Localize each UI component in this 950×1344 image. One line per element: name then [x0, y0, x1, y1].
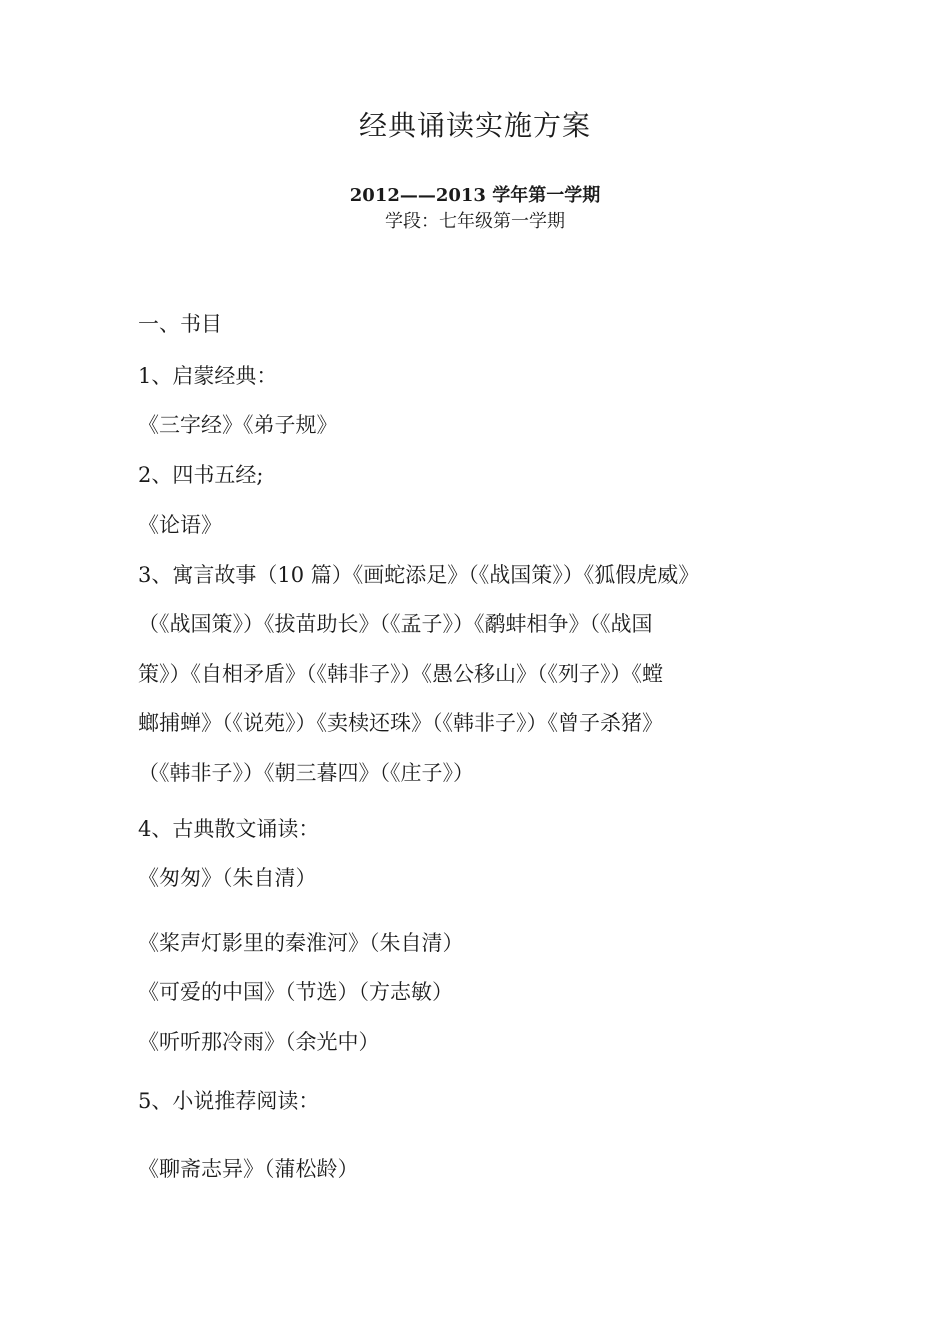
grade-stage: 学段：七年级第一学期 — [385, 211, 565, 232]
fable-list-line: （《战国策》）《拔苗助长》（《孟子》）《鹬蚌相争》（《战国 — [138, 612, 653, 636]
item-heading-novels: 5、小说推荐阅读： — [138, 1089, 320, 1113]
fable-list-line: 策》）《自相矛盾》（《韩非子》）《愚公移山》（《列子》）《螳 — [138, 662, 663, 686]
prose-list-item: 《可爱的中国》（节选）（方志敏） — [138, 980, 453, 1004]
academic-year: 2012——2013 学年第一学期 — [349, 185, 601, 206]
prose-list-item: 《匆匆》（朱自清） — [138, 866, 317, 890]
novel-list-item: 《聊斋志异》（蒲松龄） — [138, 1157, 359, 1181]
fable-list-line: 螂捕蝉》（《说苑》）《卖椟还珠》（《韩非子》）《曾子杀猪》 — [138, 711, 663, 735]
book-list-classics: 《论语》 — [138, 513, 222, 537]
section-heading-booklist: 一、书目 — [138, 312, 222, 336]
item-heading-enlightenment: 1、启蒙经典： — [138, 364, 278, 388]
item-heading-classics: 2、四书五经; — [138, 463, 264, 487]
prose-list-item: 《桨声灯影里的秦淮河》（朱自清） — [138, 931, 464, 955]
item-heading-fables: 3、寓言故事（10 篇）《画蛇添足》（《战国策》）《狐假虎威》 — [138, 563, 700, 587]
book-list-enlightenment: 《三字经》《弟子规》 — [138, 413, 338, 437]
document-title: 经典诵读实施方案 — [358, 109, 591, 142]
fable-list-line: （《韩非子》）《朝三暮四》（《庄子》） — [138, 761, 474, 785]
prose-list-item: 《听听那冷雨》（余光中） — [138, 1030, 380, 1054]
item-heading-prose: 4、古典散文诵读： — [138, 817, 320, 841]
